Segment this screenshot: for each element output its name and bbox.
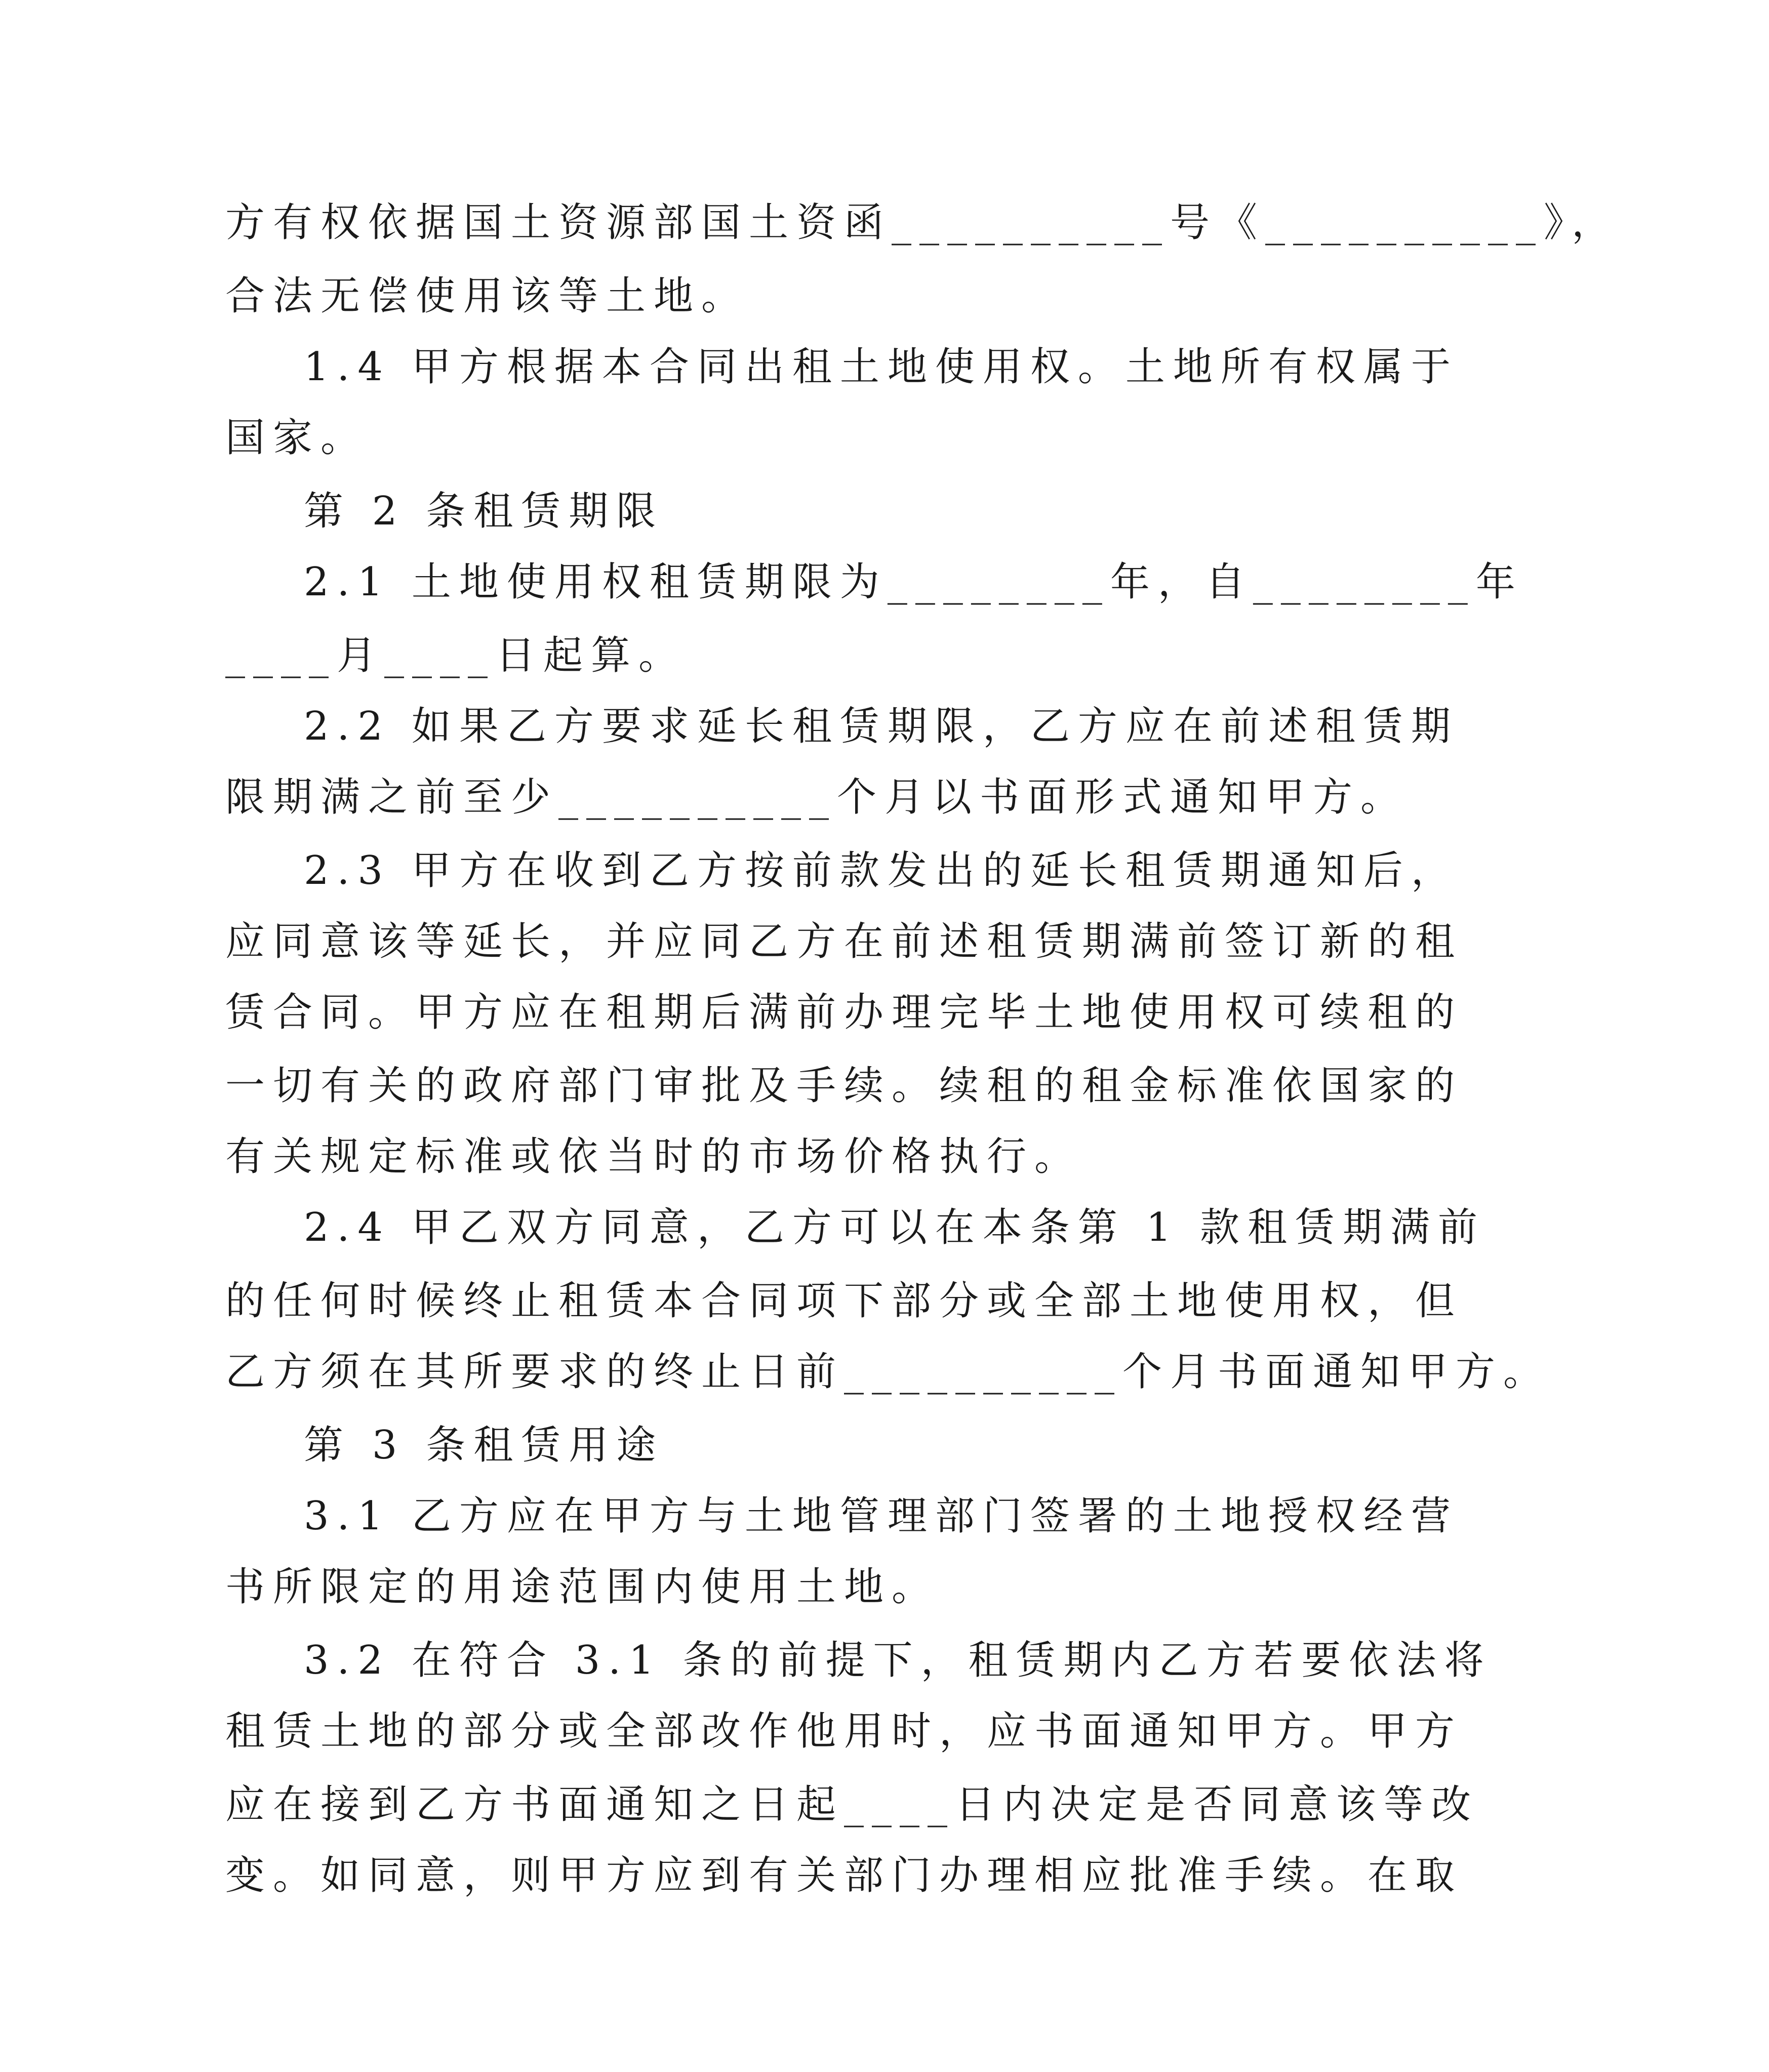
text-line: 应同意该等延长，并应同乙方在前述租赁期满前签订新的租 bbox=[225, 919, 1463, 964]
text-line: ____月____日起算。 bbox=[225, 633, 687, 678]
text-line: 变。如同意，则甲方应到有关部门办理相应批准手续。在取 bbox=[225, 1853, 1463, 1898]
text-line: 乙方须在其所要求的终止日前__________个月书面通知甲方。 bbox=[225, 1349, 1551, 1395]
text-line: 租赁土地的部分或全部改作他用时，应书面通知甲方。甲方 bbox=[225, 1709, 1463, 1754]
article-3-heading: 第 3 条租赁用途 bbox=[304, 1423, 664, 1468]
clause-1-4: 1.4 甲方根据本合同出租土地使用权。土地所有权属于 bbox=[304, 344, 1459, 390]
text-line: 限期满之前至少__________个月以书面形式通知甲方。 bbox=[225, 775, 1409, 820]
text-line: 赁合同。甲方应在租期后满前办理完毕土地使用权可续租的 bbox=[225, 990, 1463, 1035]
text-line: 国家。 bbox=[225, 415, 369, 461]
text-line: 一切有关的政府部门审批及手续。续租的租金标准依国家的 bbox=[225, 1063, 1463, 1109]
text-line: 有关规定标准或依当时的市场价格执行。 bbox=[225, 1134, 1082, 1180]
clause-2-1: 2.1 土地使用权租赁期限为________年，自________年 bbox=[304, 559, 1523, 605]
clause-2-4: 2.4 甲乙双方同意，乙方可以在本条第 1 款租赁期满前 bbox=[304, 1205, 1486, 1250]
text-line: 方有权依据国土资源部国土资函__________号《__________》， bbox=[225, 200, 1620, 246]
clause-3-1: 3.1 乙方应在甲方与土地管理部门签署的土地授权经营 bbox=[304, 1493, 1459, 1539]
text-line: 书所限定的用途范围内使用土地。 bbox=[225, 1564, 940, 1610]
clause-2-3: 2.3 甲方在收到乙方按前款发出的延长租赁期通知后， bbox=[304, 848, 1459, 893]
clause-2-2: 2.2 如果乙方要求延长租赁期限，乙方应在前述租赁期 bbox=[304, 704, 1459, 749]
text-line: 的任何时候终止租赁本合同项下部分或全部土地使用权，但 bbox=[225, 1278, 1463, 1324]
clause-3-2: 3.2 在符合 3.1 条的前提下，租赁期内乙方若要依法将 bbox=[304, 1638, 1492, 1683]
text-line: 合法无偿使用该等土地。 bbox=[225, 273, 749, 319]
text-line: 应在接到乙方书面通知之日起____日内决定是否同意该等改 bbox=[225, 1782, 1479, 1827]
article-2-heading: 第 2 条租赁期限 bbox=[304, 489, 664, 534]
